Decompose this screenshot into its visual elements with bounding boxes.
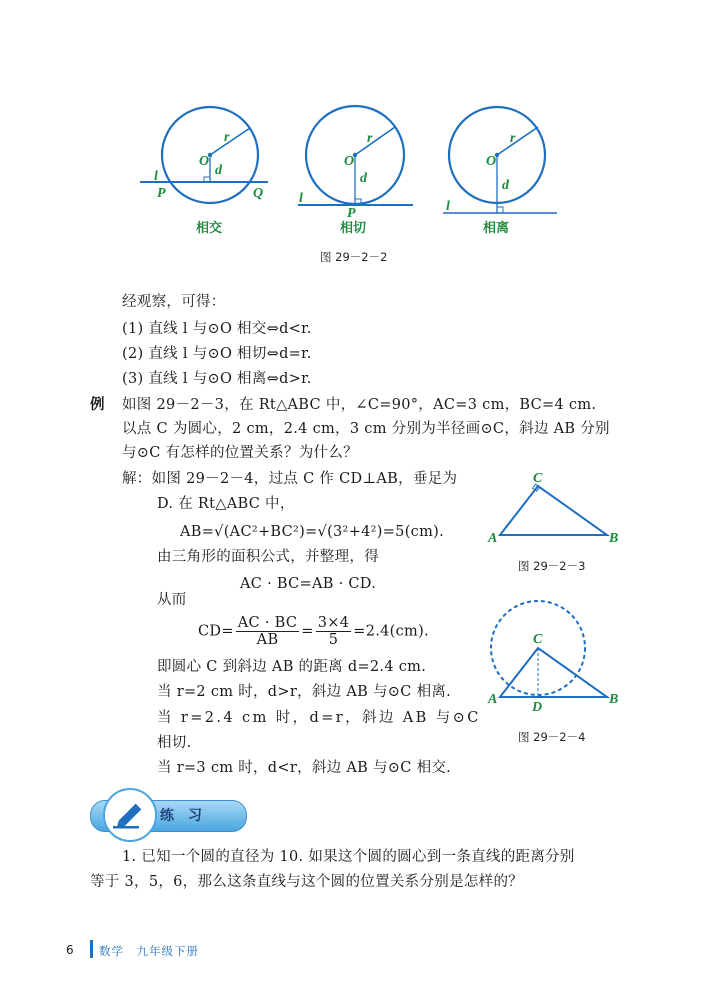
book-title: 数学 九年级下册 <box>99 944 199 958</box>
svg-text:P: P <box>157 186 166 201</box>
svg-text:d: d <box>360 171 367 186</box>
caption-29-2-2: 图 29－2－2 <box>320 250 388 264</box>
solution-line: 即圆心 C 到斜边 AB 的距离 d=2.4 cm. <box>157 659 427 675</box>
solution-line: 相切. <box>157 735 192 751</box>
example-line: 如图 29－2－3，在 Rt△ABC 中，∠C=90°，AC=3 cm，BC=4 cm. <box>122 397 597 413</box>
footer-divider <box>90 940 93 958</box>
label-tangent: 相切 <box>340 221 367 236</box>
svg-text:C: C <box>533 632 543 647</box>
svg-text:C: C <box>533 471 543 486</box>
exercise-title: 练习 <box>160 808 216 824</box>
svg-text:B: B <box>609 531 619 546</box>
solution-line: 由三角形的面积公式，并整理，得 <box>157 549 379 565</box>
caption-29-2-3: 图 29－2－3 <box>518 559 586 573</box>
svg-text:D: D <box>532 700 543 715</box>
solution-line: 当 r=2 cm 时，d>r，斜边 AB 与⊙C 相离. <box>157 684 452 700</box>
solution-line: 解：如图 29－2－4，过点 C 作 CD⊥AB，垂足为 <box>122 471 458 487</box>
svg-text:l: l <box>299 191 303 206</box>
svg-text:O: O <box>486 154 497 169</box>
svg-text:l: l <box>154 169 158 184</box>
svg-text:B: B <box>609 692 619 707</box>
observation-intro: 经观察，可得： <box>122 294 226 310</box>
pencil-icon <box>103 788 157 842</box>
svg-text:l: l <box>446 199 450 214</box>
svg-text:A: A <box>488 531 498 546</box>
svg-text:d: d <box>215 163 222 178</box>
svg-text:r: r <box>367 131 373 146</box>
exercise-line: 1. 已知一个圆的直径为 10. 如果这个圆的圆心到一条直线的距离分别 <box>122 849 575 865</box>
solution-line: 当 r=3 cm 时，d<r，斜边 AB 与⊙C 相交. <box>157 760 452 776</box>
svg-text:d: d <box>502 178 509 193</box>
svg-text:r: r <box>510 131 516 146</box>
svg-text:Q: Q <box>253 186 264 201</box>
figure-29-2-3 <box>500 484 607 535</box>
example-line: 与⊙C 有怎样的位置关系？为什么？ <box>122 445 358 461</box>
solution-line: D. 在 Rt△ABC 中， <box>157 496 295 512</box>
svg-text:O: O <box>199 154 210 169</box>
label-separate: 相离 <box>483 221 510 236</box>
page-number: 6 <box>66 943 74 957</box>
example-line: 以点 C 为圆心，2 cm，2.4 cm，3 cm 分别为半径画⊙C，斜边 AB 分别 <box>122 421 610 437</box>
caption-29-2-4: 图 29－2－4 <box>518 730 586 744</box>
figure-29-2-4 <box>491 601 607 697</box>
formula-area: AC · BC=AB · CD. <box>240 576 377 592</box>
observation-item: (3) 直线 l 与⊙O 相离⇔d>r. <box>122 371 312 387</box>
observation-item: (1) 直线 l 与⊙O 相交⇔d<r. <box>122 321 312 337</box>
svg-text:P: P <box>347 206 356 221</box>
svg-text:r: r <box>224 130 230 145</box>
exercise-line: 等于 3，5，6，那么这条直线与这个圆的位置关系分别是怎样的？ <box>90 874 524 890</box>
formula-ab: AB=√(AC²+BC²)=√(3²+4²)=5(cm). <box>180 524 444 540</box>
label-intersect: 相交 <box>196 221 223 236</box>
formula-cd: CD= $\frac{AC \cdot BC}{AB}$ = $\frac{3\times 4}{5}$ =2.4(cm). <box>198 615 429 648</box>
svg-text:O: O <box>344 154 355 169</box>
solution-line: 当 r=2.4 cm 时，d=r，斜边 AB 与⊙C <box>157 710 481 726</box>
svg-text:A: A <box>488 692 498 707</box>
observation-item: (2) 直线 l 与⊙O 相切⇔d=r. <box>122 346 312 362</box>
solution-line: 从而 <box>157 592 187 608</box>
example-marker: 例 <box>90 397 105 413</box>
